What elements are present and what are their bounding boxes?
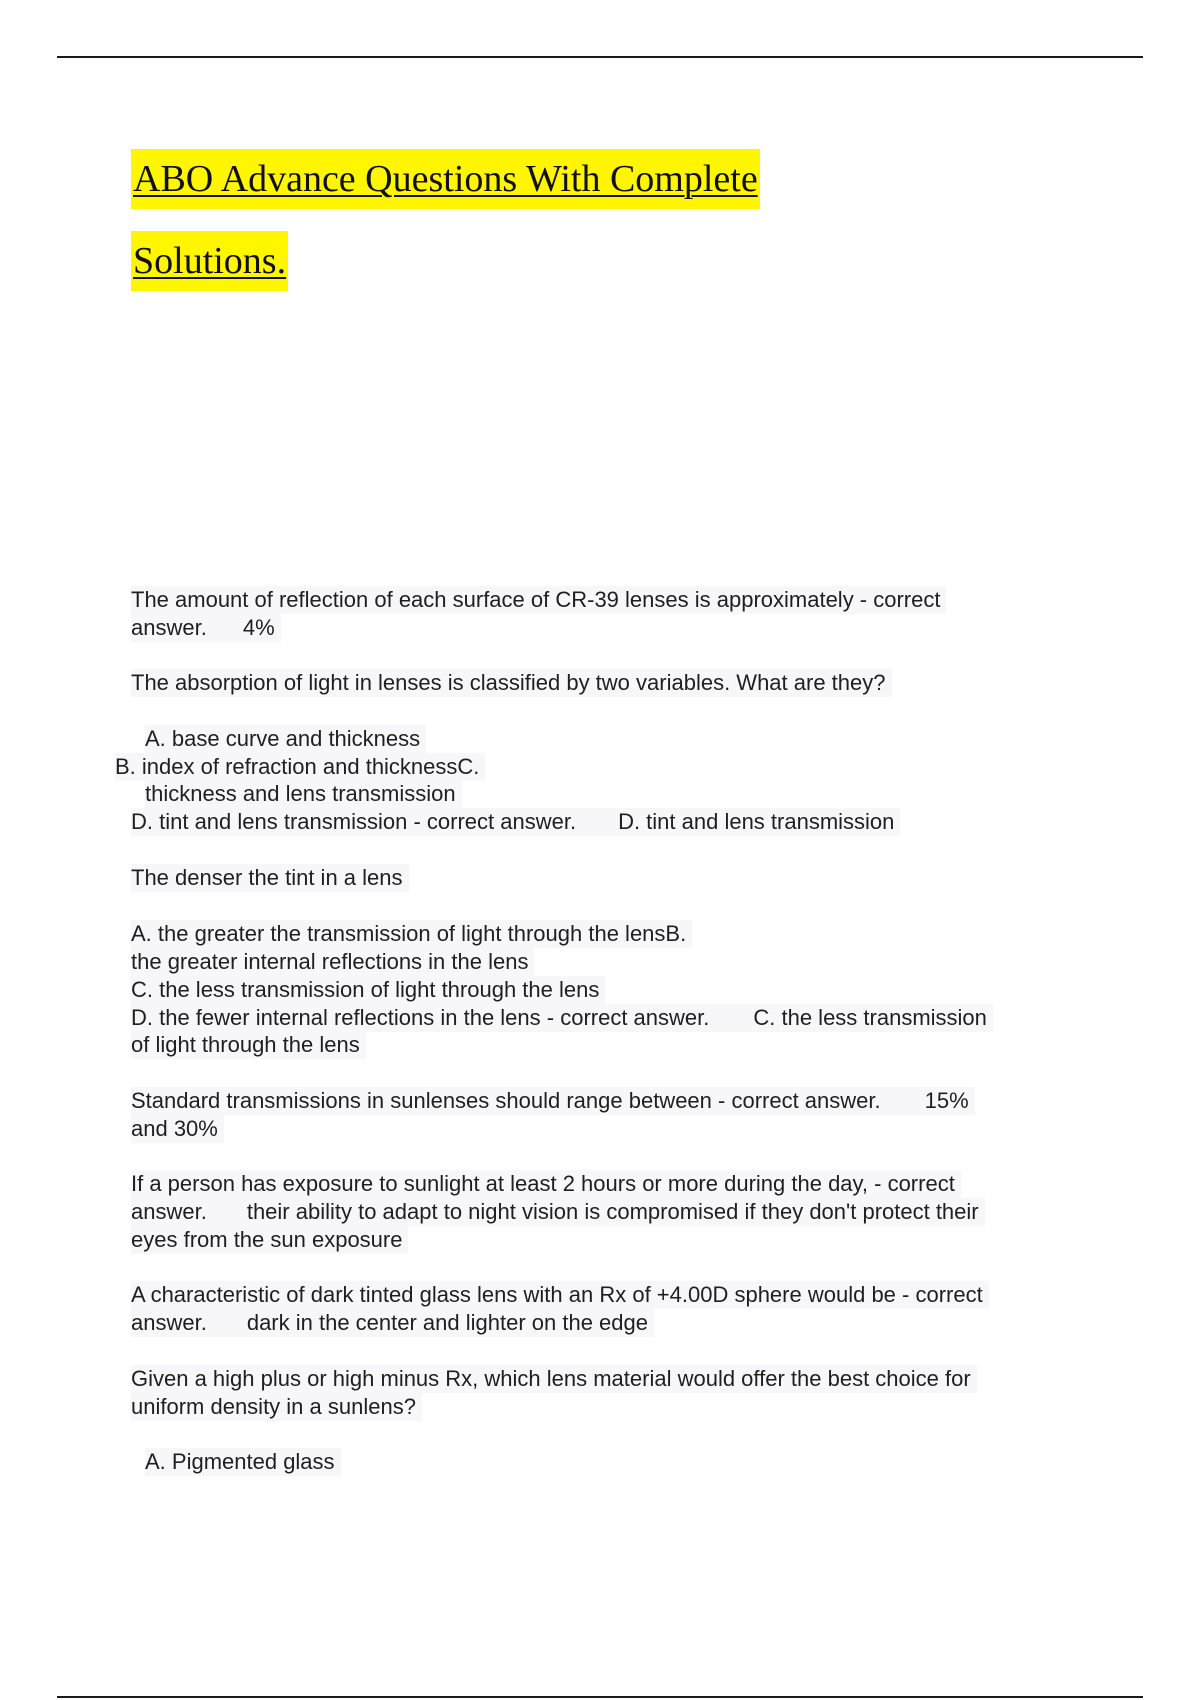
q2-question: The absorption of light in lenses is classified by two variables. What are they? <box>131 669 892 697</box>
q7-text-line-1: Given a high plus or high minus Rx, which lens material would offer the best choice for <box>131 1365 977 1393</box>
q5-answer-part-2: eyes from the sun exposure <box>131 1226 408 1254</box>
q3-option-a: A. the greater the transmission of light through the lensB. <box>131 920 692 948</box>
q3-option-d: D. the fewer internal reflections in the lens - correct answer. <box>131 1005 710 1030</box>
answer-prefix: answer. <box>131 1199 207 1224</box>
q2-answer: D. tint and lens transmission <box>618 809 895 834</box>
answer-prefix: answer. <box>131 615 207 640</box>
q1-text-line-1: The amount of reflection of each surface of CR-39 lenses is approximately - correct <box>131 586 946 614</box>
document-title-line-1: ABO Advance Questions With Complete <box>131 149 760 209</box>
q2-option-c-continued: thickness and lens transmission <box>145 780 462 808</box>
q6-text-line-1: A characteristic of dark tinted glass lens with an Rx of +4.00D sphere would be - correct <box>131 1281 989 1309</box>
q2-option-d: D. tint and lens transmission - correct answer. <box>131 809 577 834</box>
top-rule <box>57 56 1143 58</box>
q4-question: Standard transmissions in sunlenses should range between - correct answer. <box>131 1088 881 1113</box>
q3-question: The denser the tint in a lens <box>131 864 409 892</box>
q5-text-line-2 <box>131 1198 985 1226</box>
q1-answer: 4% <box>242 615 275 640</box>
bottom-rule <box>57 1696 1143 1698</box>
q1-text-line-2 <box>131 614 281 642</box>
q7-text-line-2: uniform density in a sunlens? <box>131 1393 422 1421</box>
q4-answer-part-2: and 30% <box>131 1115 224 1143</box>
q3-answer-part-1: C. the less transmission <box>753 1005 987 1030</box>
q3-option-d-line <box>131 1004 993 1032</box>
document-title-line-2: Solutions. <box>131 231 288 291</box>
q4-answer-part-1: 15% <box>924 1088 969 1113</box>
q6-answer: dark in the center and lighter on the edge <box>246 1310 648 1335</box>
q5-text-line-1: If a person has exposure to sunlight at least 2 hours or more during the day, - correct <box>131 1170 961 1198</box>
q7-option-a: A. Pigmented glass <box>145 1448 341 1476</box>
q2-option-a: A. base curve and thickness <box>145 725 426 753</box>
q2-option-d-line <box>131 808 900 836</box>
q3-answer-part-2: of light through the lens <box>131 1031 366 1059</box>
q4-text-line-1 <box>131 1087 975 1115</box>
q6-text-line-2 <box>131 1309 654 1337</box>
q2-option-b: B. index of refraction and thicknessC. <box>115 753 485 781</box>
answer-prefix: answer. <box>131 1310 207 1335</box>
q3-option-c: C. the less transmission of light through the lens <box>131 976 605 1004</box>
q5-answer-part-1: their ability to adapt to night vision is compromised if they don't protect their <box>246 1199 979 1224</box>
q3-option-b-continued: the greater internal reflections in the lens <box>131 948 534 976</box>
